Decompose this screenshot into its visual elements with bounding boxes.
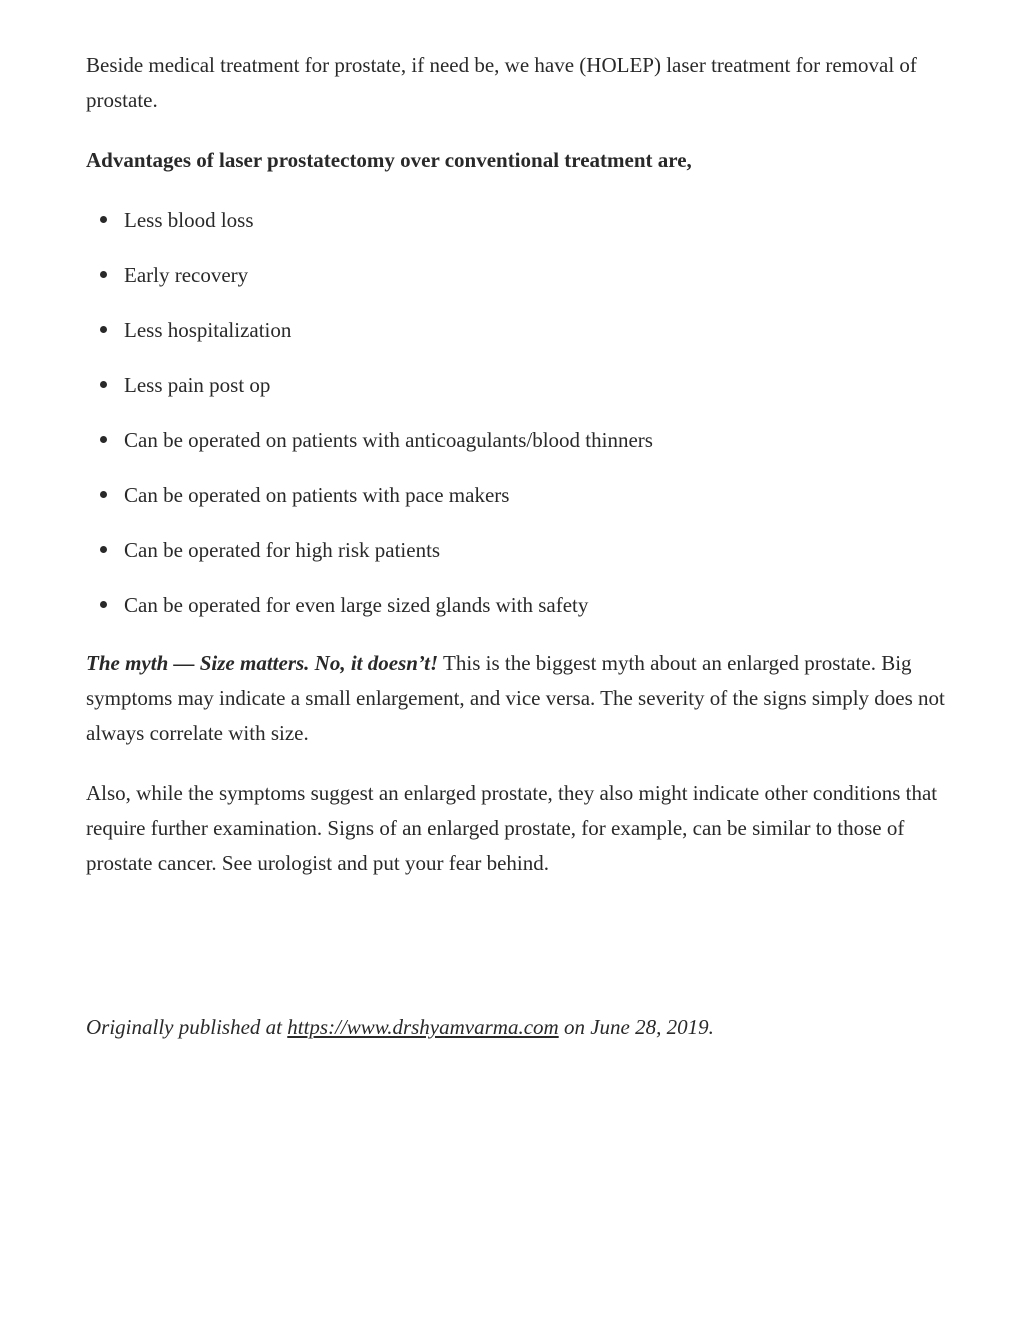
list-item bbox=[86, 423, 946, 458]
myth-paragraph bbox=[86, 646, 946, 751]
advantages-heading: Advantages of laser prostatectomy over conventional treatment are, bbox=[86, 148, 692, 172]
source-link[interactable]: https://www.drshyamvarma.com bbox=[287, 1015, 559, 1039]
publication-date: on June 28, 2019. bbox=[558, 1015, 714, 1039]
advantages-list bbox=[86, 203, 946, 623]
publication-note bbox=[86, 1010, 946, 1045]
list-item-text: Less pain post op bbox=[124, 373, 271, 397]
list-item-text: Less hospitalization bbox=[124, 318, 292, 342]
article-body bbox=[86, 48, 946, 1045]
list-item-text: Can be operated for even large sized glands with safety bbox=[124, 593, 589, 617]
list-item bbox=[86, 478, 946, 513]
list-item-text: Less blood loss bbox=[124, 208, 254, 232]
bullet-icon bbox=[100, 326, 107, 333]
list-item bbox=[86, 258, 946, 293]
bullet-icon bbox=[100, 436, 107, 443]
closing-paragraph: Also, while the symptoms suggest an enlarged prostate, they also might indicate other conditions that require further examination. Signs of an enlarged prostate, for example, can be similar to those of prostate cancer. See urologist and put your fear behind. bbox=[86, 781, 938, 875]
bullet-icon bbox=[100, 546, 107, 553]
intro-paragraph: Beside medical treatment for prostate, if need be, we have (HOLEP) laser treatment for removal of prostate. bbox=[86, 53, 917, 112]
list-item-text: Can be operated for high risk patients bbox=[124, 538, 441, 562]
list-item-text: Can be operated on patients with pace makers bbox=[124, 483, 510, 507]
publication-prefix: Originally published at bbox=[86, 1015, 288, 1039]
myth-lead: The myth — Size matters. No, it doesn’t! bbox=[86, 651, 439, 675]
bullet-icon bbox=[100, 381, 107, 388]
list-item bbox=[86, 368, 946, 403]
list-item-text: Can be operated on patients with anticoagulants/blood thinners bbox=[124, 428, 653, 452]
list-item bbox=[86, 588, 946, 623]
bullet-icon bbox=[100, 601, 107, 608]
list-item bbox=[86, 313, 946, 348]
bullet-icon bbox=[100, 216, 107, 223]
list-item bbox=[86, 533, 946, 568]
list-item bbox=[86, 203, 946, 238]
myth-body: This is the biggest myth about an enlarged prostate. Big symptoms may indicate a small enlargement, and vice versa. The severity of the signs simply does not always correlate with size. bbox=[86, 651, 945, 745]
list-item-text: Early recovery bbox=[124, 263, 249, 287]
bullet-icon bbox=[100, 271, 107, 278]
bullet-icon bbox=[100, 491, 107, 498]
